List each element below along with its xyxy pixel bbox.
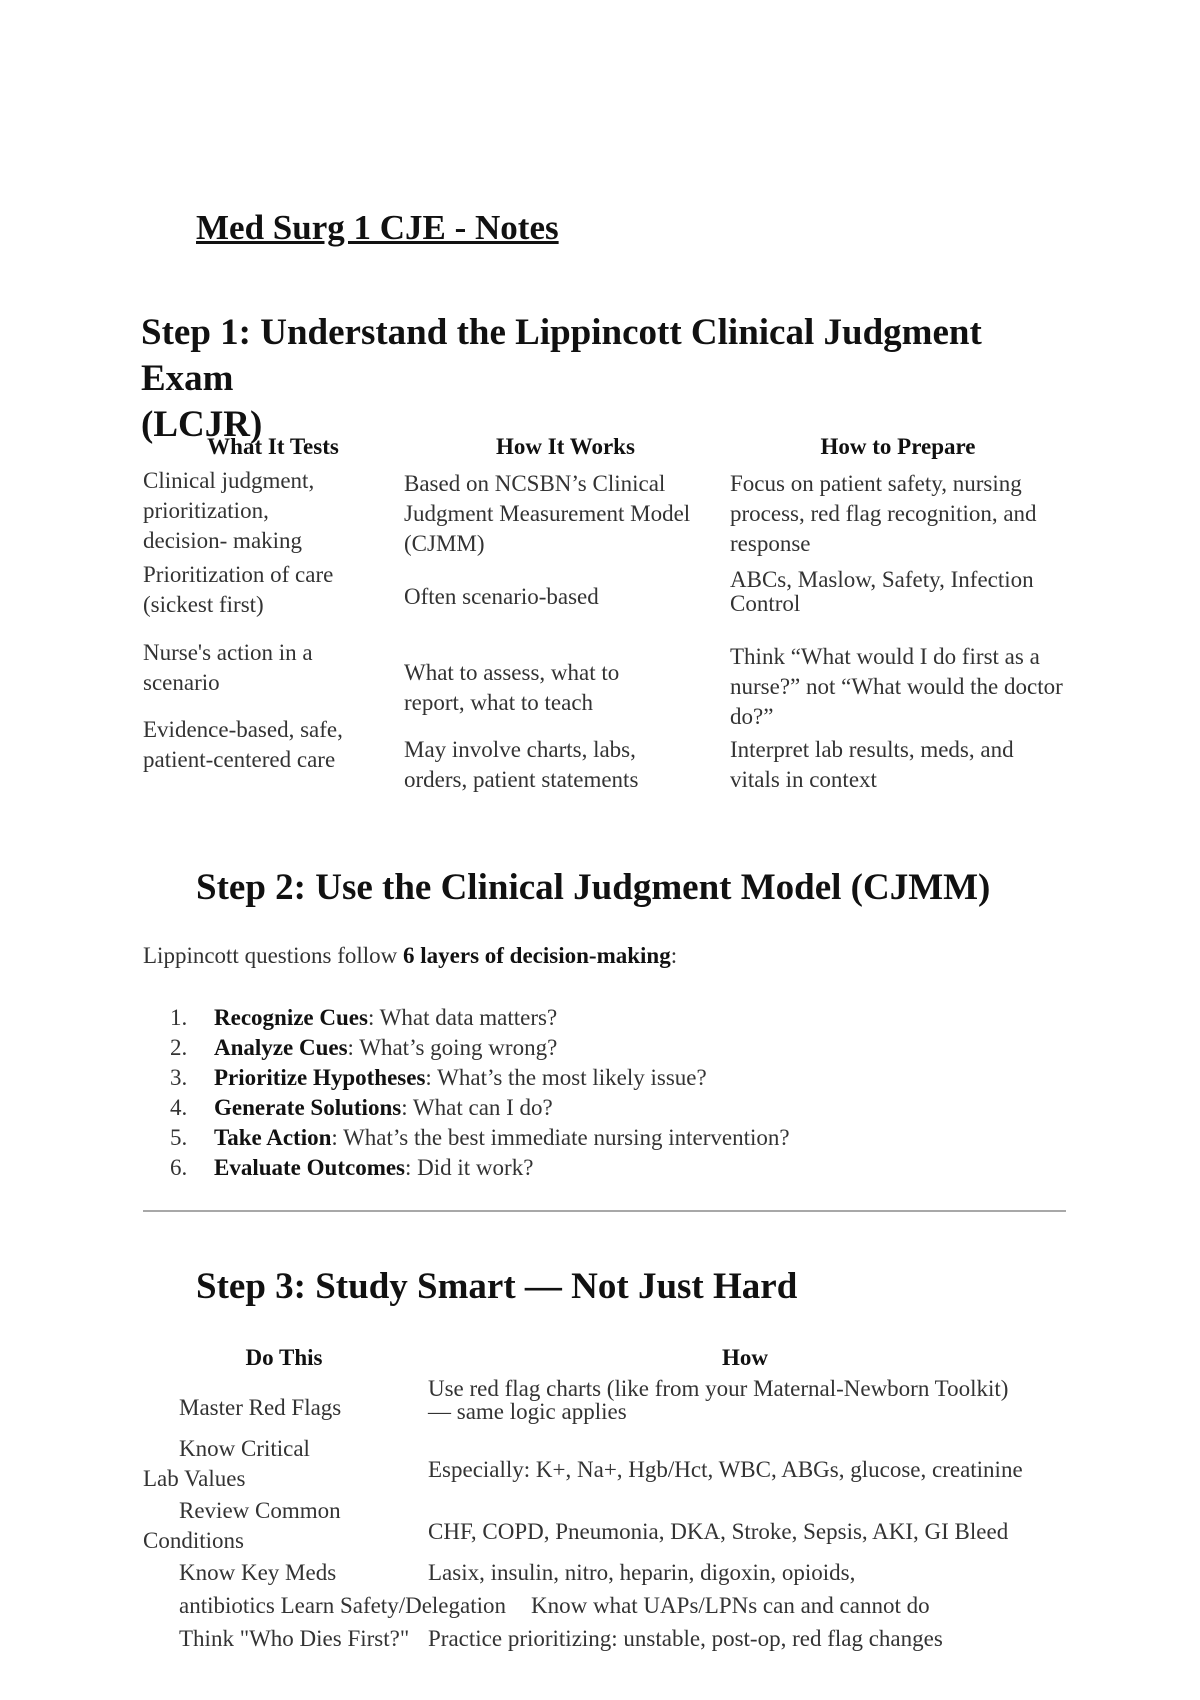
cjmm-layer-list xyxy=(170,1003,790,1183)
step1-cell: Often scenario-based xyxy=(404,584,599,609)
step3-how-cell: Lasix, insulin, nitro, heparin, digoxin, opioids, xyxy=(428,1560,856,1585)
step3-do-cell: Think "Who Dies First?" xyxy=(179,1626,410,1651)
step3-do-line: Know Critical xyxy=(179,1436,310,1461)
step3-col-header-do: Do This xyxy=(245,1345,323,1370)
list-term: Prioritize Hypotheses xyxy=(214,1065,426,1090)
list-number: 2. xyxy=(170,1035,188,1060)
step3-do-cell: Know Key Meds xyxy=(179,1560,337,1585)
list-text: : What’s going wrong? xyxy=(347,1035,558,1060)
step1-cell: Clinical judgment, prioritization, decision- making xyxy=(143,468,315,553)
step3-how-line: — same logic applies xyxy=(428,1399,627,1424)
list-number: 3. xyxy=(170,1065,188,1090)
list-item xyxy=(170,1003,790,1033)
step1-col-header-tests: What It Tests xyxy=(207,434,339,459)
step3-how-cell: CHF, COPD, Pneumonia, DKA, Stroke, Sepsis, AKI, GI Bleed xyxy=(428,1519,1009,1544)
step3-how-cell: Especially: K+, Na+, Hgb/Hct, WBC, ABGs, glucose, creatinine xyxy=(428,1457,1023,1482)
step3-do-cell xyxy=(143,1496,341,1556)
step2-intro-end: : xyxy=(670,943,678,968)
step1-cell: Focus on patient safety, nursing process, red flag recognition, and response xyxy=(730,471,1037,556)
step1-cell: ABCs, Maslow, Safety, Infection Control xyxy=(730,567,1034,616)
step3-do-cell: antibiotics Learn Safety/Delegation xyxy=(179,1593,506,1618)
step3-how-cell xyxy=(428,1377,1008,1423)
list-number: 4. xyxy=(170,1095,188,1120)
step1-heading-line2: (LCJR) xyxy=(141,404,263,445)
step1-cell: Interpret lab results, meds, and vitals in context xyxy=(730,737,1014,792)
step2-intro xyxy=(143,943,677,969)
list-number: 5. xyxy=(170,1125,188,1150)
step1-cell: Nurse's action in a scenario xyxy=(143,640,313,695)
step1-cell: Based on NCSBN’s Clinical Judgment Measurement Model (CJMM) xyxy=(404,471,691,556)
list-item xyxy=(170,1153,790,1183)
list-text: : What’s the most likely issue? xyxy=(425,1065,707,1090)
step3-how-line: Use red flag charts (like from your Maternal-Newborn Toolkit) xyxy=(428,1376,1009,1401)
step1-cell: Prioritization of care (sickest first) xyxy=(143,562,334,617)
step3-do-line: Review Common xyxy=(179,1498,341,1523)
step1-cell: What to assess, what to report, what to teach xyxy=(404,660,620,715)
step3-how-cell: Know what UAPs/LPNs can and cannot do xyxy=(531,1593,930,1618)
list-item xyxy=(170,1093,790,1123)
step1-col-header-works: How It Works xyxy=(496,434,635,459)
step1-heading xyxy=(141,310,1071,448)
list-term: Recognize Cues xyxy=(214,1005,368,1030)
step3-how-cell: Practice prioritizing: unstable, post-op, red flag changes xyxy=(428,1626,943,1651)
step2-intro-bold: 6 layers of decision-making xyxy=(403,943,671,968)
step3-do-line: Lab Values xyxy=(143,1466,246,1491)
step3-do-cell: Master Red Flags xyxy=(179,1395,342,1420)
list-text: : Did it work? xyxy=(405,1155,534,1180)
step3-do-line: Conditions xyxy=(143,1528,244,1553)
step1-cell: Think “What would I do first as a nurse?” not “What would the doctor do?” xyxy=(730,644,1063,729)
list-number: 6. xyxy=(170,1155,188,1180)
list-item xyxy=(170,1063,790,1093)
step1-col-header-prepare: How to Prepare xyxy=(820,434,976,459)
document-title: Med Surg 1 CJE - Notes xyxy=(196,208,559,247)
step3-heading: Step 3: Study Smart — Not Just Hard xyxy=(196,1266,798,1307)
section-divider xyxy=(143,1210,1066,1212)
list-number: 1. xyxy=(170,1005,188,1030)
list-text: : What’s the best immediate nursing intervention? xyxy=(331,1125,790,1150)
list-item xyxy=(170,1033,790,1063)
list-term: Analyze Cues xyxy=(214,1035,348,1060)
step3-do-cell xyxy=(143,1434,310,1494)
step2-intro-text: Lippincott questions follow xyxy=(143,943,404,968)
step2-heading: Step 2: Use the Clinical Judgment Model (CJMM) xyxy=(196,867,991,908)
step1-cell: May involve charts, labs, orders, patient statements xyxy=(404,737,639,792)
list-term: Generate Solutions xyxy=(214,1095,402,1120)
list-term: Evaluate Outcomes xyxy=(214,1155,406,1180)
step3-col-header-how: How xyxy=(722,1345,768,1370)
list-text: : What can I do? xyxy=(401,1095,553,1120)
list-item xyxy=(170,1123,790,1153)
list-term: Take Action xyxy=(214,1125,332,1150)
step1-cell: Evidence-based, safe, patient-centered care xyxy=(143,717,343,772)
step1-heading-line1: Step 1: Understand the Lippincott Clinical Judgment Exam xyxy=(141,312,982,399)
list-text: : What data matters? xyxy=(367,1005,558,1030)
